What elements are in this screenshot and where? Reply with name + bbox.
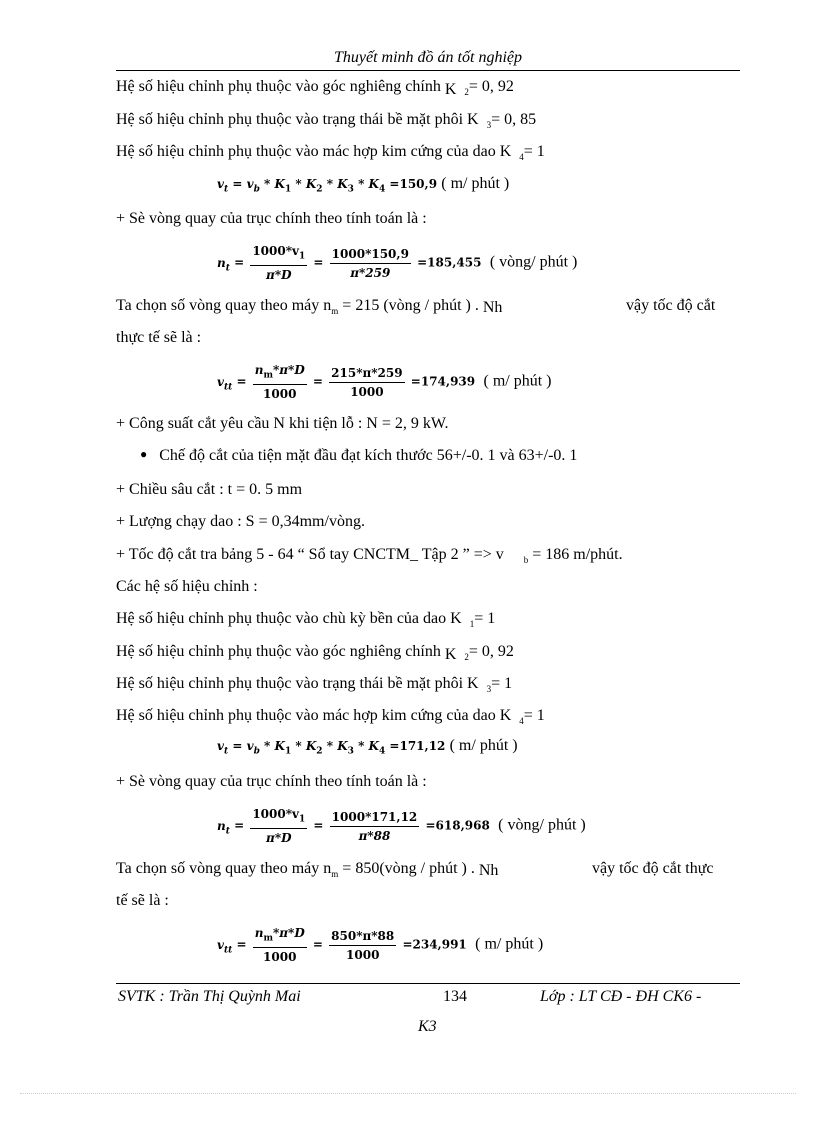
header-rule	[116, 70, 740, 71]
text-line: + Công suất cắt yêu cầu N khi tiện lỗ : N = 2, 9 kW.	[116, 415, 449, 432]
text-line: Hệ số hiệu chỉnh phụ thuộc vào góc nghiêng chính K $_2$= 0, 92	[116, 643, 514, 663]
text-line: Ta chọn số vòng quay theo máy $n_m = 215$ (vòng / phút ) . Nh vậy tốc độ cắt	[116, 297, 716, 317]
footer-page-number: 134	[443, 988, 467, 1005]
text-line: Các hệ số hiệu chỉnh :	[116, 578, 258, 595]
text-line: + Sè vòng quay của trục chính theo tính toán là :	[116, 773, 427, 790]
formula-actual-speed-2: $v_{tt}$ = $\frac{n_m*\pi*D}{1000}$ = $\frac{850*\pi*88}{1000}$ =234,991 ( m/ phút )	[217, 926, 544, 965]
text-line: Hệ số hiệu chỉnh phụ thuộc vào mác hợp kim cứng của dao K $_4$= 1	[116, 707, 545, 727]
text-line: Hệ số hiệu chỉnh phụ thuộc vào mác hợp kim cứng của dao K $_4$= 1	[116, 143, 545, 163]
formula-spindle-speed-1: $n_t$ = $\frac{1000*v_1}{\pi*D}$ = $\frac{1000*150,9}{\pi*259}$ =185,455 ( vòng/ phút )	[217, 244, 578, 283]
text-line: Ta chọn số vòng quay theo máy $n_m$ = 850(vòng / phút ) . Nh vậy tốc độ cắt thực	[116, 860, 714, 880]
formula-cutting-speed-1: $v_t = v_b * K_1 * K_2 * K_3 * K_4 =150,9$ ( m/ phút )	[217, 175, 510, 195]
page-header-title: Thuyết minh đồ án tốt nghiệp	[334, 49, 522, 66]
footer-rule	[116, 983, 740, 984]
text-line: Hệ số hiệu chỉnh phụ thuộc vào trạng thái bề mặt phôi K $_3$= 0, 85	[116, 111, 537, 131]
text-line: tế sẽ là :	[116, 892, 169, 909]
page-bottom-divider	[20, 1093, 796, 1094]
text-line: + Sè vòng quay của trục chính theo tính toán là :	[116, 210, 427, 227]
text-line: thực tế sẽ là :	[116, 329, 202, 346]
footer-author: SVTK : Trần Thị Quỳnh Mai	[118, 988, 301, 1005]
formula-cutting-speed-2: $v_t = v_b * K_1 * K_2 * K_3 * K_4 =171,12$ ( m/ phút )	[217, 737, 518, 757]
text-line: Hệ số hiệu chỉnh phụ thuộc vào chù kỳ bền của dao K $_1$= 1	[116, 610, 496, 630]
text-line: + Tốc độ cắt tra bảng 5 - 64 “ Sổ tay CNCTM_ Tập 2 ” => v $_b$ = 186 m/phút.	[116, 546, 623, 566]
formula-actual-speed-1: $v_{tt}$ = $\frac{n_m*\pi*D}{1000}$ = $\frac{215*\pi*259}{1000}$ =174,939 ( m/ phút )	[217, 363, 552, 402]
text-line: + Lượng chạy dao : S = 0,34mm/vòng.	[116, 513, 365, 530]
text-line: + Chiều sâu cắt : t = 0. 5 mm	[116, 481, 303, 498]
bullet-item: ● Chế độ cắt của tiện mặt đầu đạt kích thước 56+/-0. 1 và 63+/-0. 1	[140, 447, 578, 464]
text-line: Hệ số hiệu chỉnh phụ thuộc vào trạng thái bề mặt phôi K $_3$= 1	[116, 675, 513, 695]
footer-class-cont: K3	[418, 1018, 437, 1035]
formula-spindle-speed-2: $n_t$ = $\frac{1000*v_1}{\pi*D}$ = $\frac{1000*171,12}{\pi*88}$ =618,968 ( vòng/ phút )	[217, 807, 586, 846]
footer-class: Lớp : LT CĐ - ĐH CK6 -	[540, 988, 702, 1005]
text-line: Hệ số hiệu chỉnh phụ thuộc vào góc nghiêng chính K $_2$= 0, 92	[116, 78, 514, 98]
